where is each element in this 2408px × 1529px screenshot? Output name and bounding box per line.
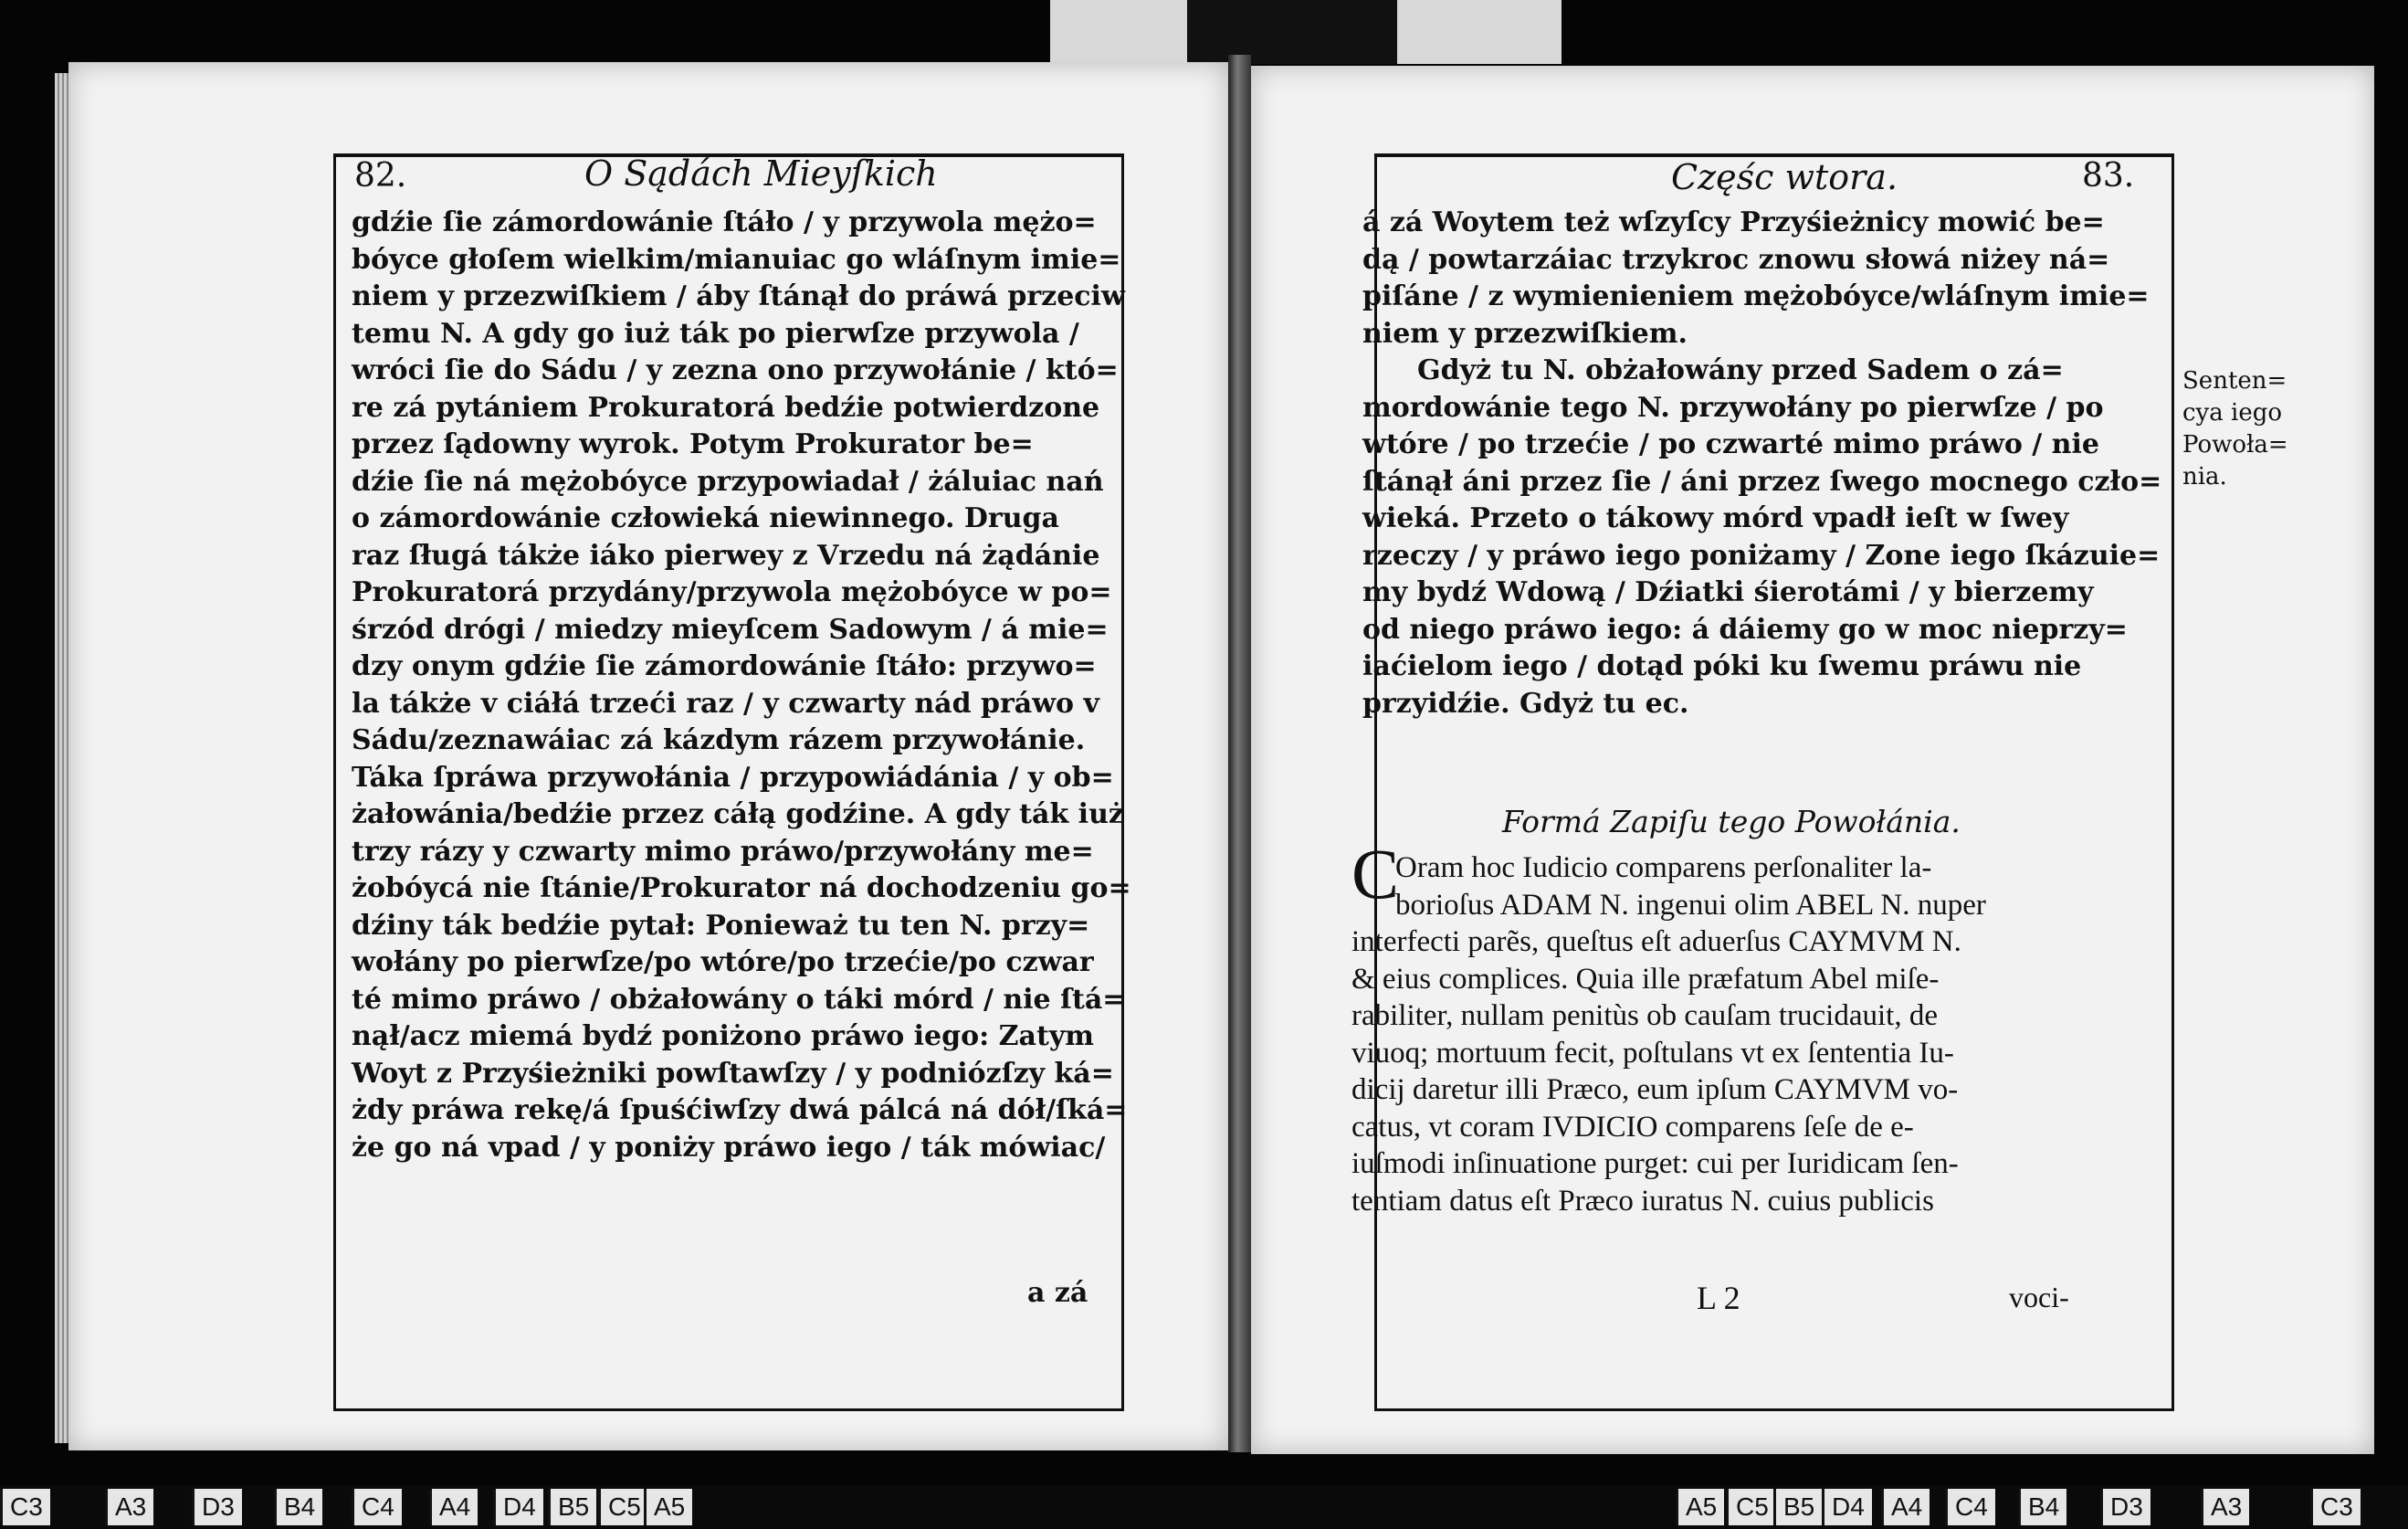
- sheet-tab[interactable]: A4: [1881, 1489, 1930, 1525]
- left-text-line: Prokuratorá przydány/przywola mężobóyce w po=: [352, 576, 1112, 608]
- drop-cap: C: [1351, 834, 1400, 913]
- left-text-line: dzy onym gdźie ſie zámordowánie ſtáło: przywo=: [352, 650, 1097, 682]
- left-text-line: niem y przezwiſkiem / áby ſtánął do práwá przeciw: [352, 280, 1125, 312]
- left-text-line: że go ná vpad / y poniży práwo iego / ták mówiac/: [352, 1131, 1106, 1164]
- margin-note-line: Senten=: [2182, 367, 2287, 395]
- margin-note-line: Powoła=: [2182, 431, 2288, 459]
- left-page-number: 82.: [354, 157, 407, 195]
- sheet-tab[interactable]: D3: [192, 1489, 242, 1525]
- signature-mark: L 2: [1697, 1280, 1740, 1316]
- left-catchword: a zá: [1027, 1277, 1088, 1309]
- sheet-tab[interactable]: C3: [2310, 1489, 2361, 1525]
- formula-title: Formá Zapiſu tego Powołánia.: [1502, 804, 1961, 839]
- right-running-title: Częśc wtora.: [1671, 157, 1898, 197]
- left-text-line: wołány po pierwſze/po wtóre/po trzećie/po czwar: [352, 946, 1094, 978]
- right-text-line: wieká. Przeto o tákowy mórd vpadł ieſt w ſwey: [1362, 502, 2069, 534]
- right-text-line: á zá Woytem też wſzyſcy Przyśieżnicy mowić be=: [1362, 206, 2105, 238]
- margin-note-line: nia.: [2182, 463, 2227, 490]
- left-text-line: żobóycá nie ſtánie/Prokurator ná dochodzeniu go=: [352, 872, 1131, 904]
- right-text-line: rzeczy / y práwo iego poniżamy / Zone iego ſkázuie=: [1362, 539, 2161, 572]
- latin-text-line: iuſmodi inſinuatione purget: cui per Iuridicam ſen-: [1351, 1147, 1959, 1180]
- right-text-line: wtóre / po trzećie / po czwarté mimo práwo / nie: [1362, 428, 2099, 460]
- sheet-tab[interactable]: C4: [352, 1489, 402, 1525]
- book-spine: [1228, 55, 1251, 1452]
- right-text-line: przyidźie. Gdyż tu ec.: [1362, 687, 1689, 720]
- latin-text-line: interfecti parẽs, queſtus eſt aduerſus CAYMVM N.: [1351, 925, 1961, 958]
- right-text-line: mordowánie tego N. przywołány po pierwſze / po: [1362, 391, 2104, 424]
- latin-text-line: tentiam datus eſt Præco iuratus N. cuius publicis: [1351, 1184, 1934, 1218]
- right-body-text: [1362, 205, 2161, 722]
- sheet-tab[interactable]: D4: [1822, 1489, 1872, 1525]
- right-text-line: od niego práwo iego: á dáiemy go w moc nieprzy=: [1362, 613, 2128, 646]
- left-running-title: O Sądách Mieyſkich: [584, 153, 938, 194]
- right-catchword: voci-: [2009, 1281, 2069, 1313]
- latin-text-line: borioſus ADAM N. ingenui olim ABEL N. nuper: [1395, 888, 1986, 922]
- right-text-line: niem y przezwiſkiem.: [1362, 317, 1688, 350]
- left-text-line: bóyce głoſem wielkim/mianuiac go wláſnym imie=: [352, 243, 1121, 276]
- right-text-line: dą / powtarzáiac trzykroc znowu słowá niżey ná=: [1362, 243, 2110, 276]
- right-text-line: piſáne / z wymienieniem mężobóyce/wláſnym imie=: [1362, 280, 2150, 312]
- left-text-line: nął/acz miemá bydź poniżono práwo iego: Zatym: [352, 1020, 1095, 1052]
- right-text-line: iaćielom iego / dotąd póki ku ſwemu práwu nie: [1362, 650, 2082, 682]
- sheet-tab[interactable]: D3: [2100, 1489, 2150, 1525]
- sheet-tab[interactable]: D4: [493, 1489, 543, 1525]
- left-text-line: re zá pytániem Prokuratorá bedźie potwierdzone: [352, 391, 1100, 424]
- right-text-line: Gdyż tu N. obżałowány przed Sadem o zá=: [1417, 354, 2064, 386]
- latin-text-line: viuoq; mortuum fecit, poſtulans vt ex ſententia Iu-: [1351, 1036, 1954, 1070]
- right-text-line: my bydź Wdową / Dźiatki śierotámi / y bierzemy: [1362, 576, 2094, 608]
- sheet-tab[interactable]: C3: [0, 1489, 50, 1525]
- sheet-tab[interactable]: C4: [1945, 1489, 1995, 1525]
- sheet-tab[interactable]: A5: [1676, 1489, 1724, 1525]
- sheet-tab[interactable]: A3: [2201, 1489, 2249, 1525]
- left-text-line: gdźie ſie zámordowánie ſtáło / y przywola mężo=: [352, 206, 1097, 238]
- left-text-line: dźiny ták bedźie pytał: Ponieważ tu ten N. przy=: [352, 909, 1090, 942]
- sheet-tab[interactable]: C5: [1726, 1489, 1776, 1525]
- left-text-line: żałowánia/bedźie przez cáłą godźine. A gdy ták iuż: [352, 798, 1124, 830]
- right-page-number: 83.: [2082, 157, 2135, 195]
- latin-text: [1351, 849, 1986, 1219]
- latin-text-line: rabiliter, nullam penitùs ob cauſam trucidauit, de: [1351, 999, 1938, 1032]
- right-text-line: ſtánął áni przez ſie / áni przez ſwego mocnego czło=: [1362, 465, 2162, 498]
- top-clip: [1050, 0, 1562, 64]
- sheet-tab[interactable]: A5: [644, 1489, 692, 1525]
- left-text-line: la tákże v ciáłá trzeći raz / y czwarty nád práwo v: [352, 687, 1099, 720]
- latin-text-line: dicij daretur illi Præco, eum ipſum CAYMVM vo-: [1351, 1073, 1959, 1106]
- left-text-line: té mimo práwo / obżałowány o táki mórd / nie ſtá=: [352, 983, 1126, 1016]
- margin-note: [2182, 365, 2288, 493]
- latin-text-line: & eius complices. Quia ille præfatum Abel miſe-: [1351, 962, 1940, 996]
- left-text-line: raz ſługá tákże iáko pierwey z Vrzedu ná żądánie: [352, 539, 1100, 572]
- sheet-tab[interactable]: B5: [548, 1489, 596, 1525]
- sheet-tab[interactable]: A3: [105, 1489, 153, 1525]
- left-text-line: Sádu/zeznawáiac zá kázdym rázem przywołánie.: [352, 724, 1086, 756]
- left-text-line: trzy rázy y czwarty mimo práwo/przywołány me=: [352, 835, 1094, 868]
- left-text-line: wróci ſie do Sádu / y zezna ono przywołánie / któ=: [352, 354, 1119, 386]
- left-text-line: temu N. A gdy go iuż ták po pierwſze przywola /: [352, 317, 1079, 350]
- latin-text-line: Oram hoc Iudicio comparens perſonaliter la-: [1395, 851, 1932, 884]
- latin-text-line: catus, vt coram IVDICIO comparens ſeſe de e-: [1351, 1110, 1914, 1144]
- left-text-line: żdy práwa rekę/á ſpuśćiwſzy dwá pálcá ná dół/ſká=: [352, 1094, 1128, 1126]
- sheet-tab[interactable]: B4: [274, 1489, 322, 1525]
- left-text-line: dźie ſie ná mężobóyce przypowiadał / żáluiac nań: [352, 465, 1104, 498]
- left-text-line: o zámordowánie człowieká niewinnego. Druga: [352, 502, 1059, 534]
- left-text-line: Woyt z Przyśieżniki powſtawſzy / y podniózſzy ká=: [352, 1057, 1114, 1090]
- sheet-tab[interactable]: C5: [598, 1489, 648, 1525]
- left-text-line: Táka ſpráwa przywołánia / przypowiádánia / y ob=: [352, 761, 1114, 794]
- sheet-tab[interactable]: B4: [2018, 1489, 2066, 1525]
- sheet-tab[interactable]: A4: [429, 1489, 478, 1525]
- sheet-tab[interactable]: B5: [1773, 1489, 1822, 1525]
- left-text-line: śrzód drógi / miedzy mieyſcem Sadowym / á mie=: [352, 613, 1109, 646]
- left-text-line: przez ſądowny wyrok. Potym Prokurator be=: [352, 428, 1034, 460]
- margin-note-line: cya iego: [2182, 399, 2283, 427]
- left-body-text: [352, 205, 1131, 1166]
